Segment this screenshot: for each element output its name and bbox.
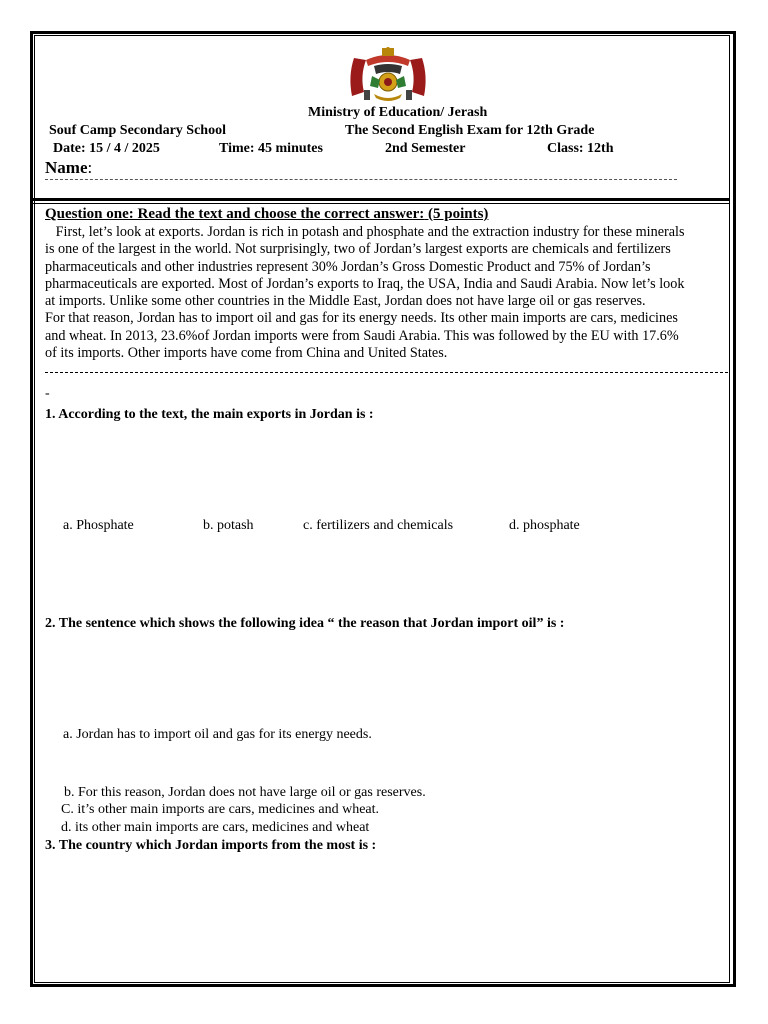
question-1-option-c[interactable]: c. fertilizers and chemicals bbox=[303, 518, 454, 533]
question-1-option-a[interactable]: a. Phosphate bbox=[63, 518, 134, 533]
exam-time: Time: 45 minutes bbox=[219, 141, 323, 156]
passage-line: pharmaceuticals are exported. Most of Jordan’s exports to Iraq, the USA, India and Saudi Arabia. Now let’s look bbox=[45, 275, 685, 292]
question-1-option-b[interactable]: b. potash bbox=[203, 518, 254, 533]
name-line bbox=[45, 179, 677, 180]
reading-passage bbox=[45, 224, 728, 362]
passage-line: at imports. Unlike some other countries in the Middle East, Jordan does not have large oil or gas reserves. bbox=[45, 293, 646, 310]
question-2-option-c[interactable]: C. it’s other main imports are cars, medicines and wheat. bbox=[61, 802, 380, 817]
question-one-title: Question one: Read the text and choose the correct answer: bbox=[45, 206, 425, 222]
passage-line: First, let’s look at exports. Jordan is rich in potash and phosphate and the extraction industry for these minerals bbox=[45, 224, 685, 240]
question-one-points: (5 points) bbox=[428, 206, 489, 222]
header-divider-thin bbox=[33, 203, 730, 204]
passage-divider bbox=[45, 372, 728, 373]
question-2-stem: 2. The sentence which shows the following idea “ the reason that Jordan import oil” is : bbox=[45, 616, 565, 631]
coat-of-arms-icon bbox=[344, 46, 432, 104]
exam-title: The Second English Exam for 12th Grade bbox=[345, 123, 595, 138]
divider-tail: - bbox=[45, 386, 50, 401]
exam-date: Date: 15 / 4 / 2025 bbox=[53, 141, 160, 156]
header-divider bbox=[33, 198, 730, 201]
question-2-option-b[interactable]: b. For this reason, Jordan does not have large oil or gas reserves. bbox=[64, 785, 426, 800]
passage-line: pharmaceuticals and other industries represent 30% Jordan’s Gross Domestic Product and 75% of Jordan’s bbox=[45, 258, 651, 275]
question-1-option-d[interactable]: d. phosphate bbox=[509, 518, 580, 533]
name-field[interactable] bbox=[45, 158, 92, 178]
name-label: Name bbox=[45, 158, 88, 177]
name-colon: : bbox=[87, 158, 93, 177]
school-name: Souf Camp Secondary School bbox=[49, 123, 226, 138]
question-1-stem: 1. According to the text, the main exports in Jordan is : bbox=[45, 407, 374, 422]
passage-line: is one of the largest in the world. Not surprisingly, two of Jordan’s largest exports are chemicals and fertilizers bbox=[45, 241, 671, 258]
exam-semester: 2nd Semester bbox=[385, 141, 466, 156]
passage-line: For that reason, Jordan has to import oil and gas for its energy needs. Its other main imports are cars, medicines bbox=[45, 310, 678, 327]
passage-line: of its imports. Other imports have come from China and United States. bbox=[45, 345, 448, 362]
exam-class: Class: 12th bbox=[547, 141, 614, 156]
question-one-heading bbox=[45, 206, 488, 223]
question-3-stem: 3. The country which Jordan imports from the most is : bbox=[45, 838, 377, 853]
passage-line: and wheat. In 2013, 23.6%of Jordan imports were from Saudi Arabia. This was followed by the EU with 17.6% bbox=[45, 327, 679, 344]
question-2-option-d[interactable]: d. its other main imports are cars, medicines and wheat bbox=[61, 820, 370, 835]
ministry-title: Ministry of Education/ Jerash bbox=[308, 105, 488, 120]
question-2-option-a[interactable]: a. Jordan has to import oil and gas for its energy needs. bbox=[63, 727, 372, 742]
